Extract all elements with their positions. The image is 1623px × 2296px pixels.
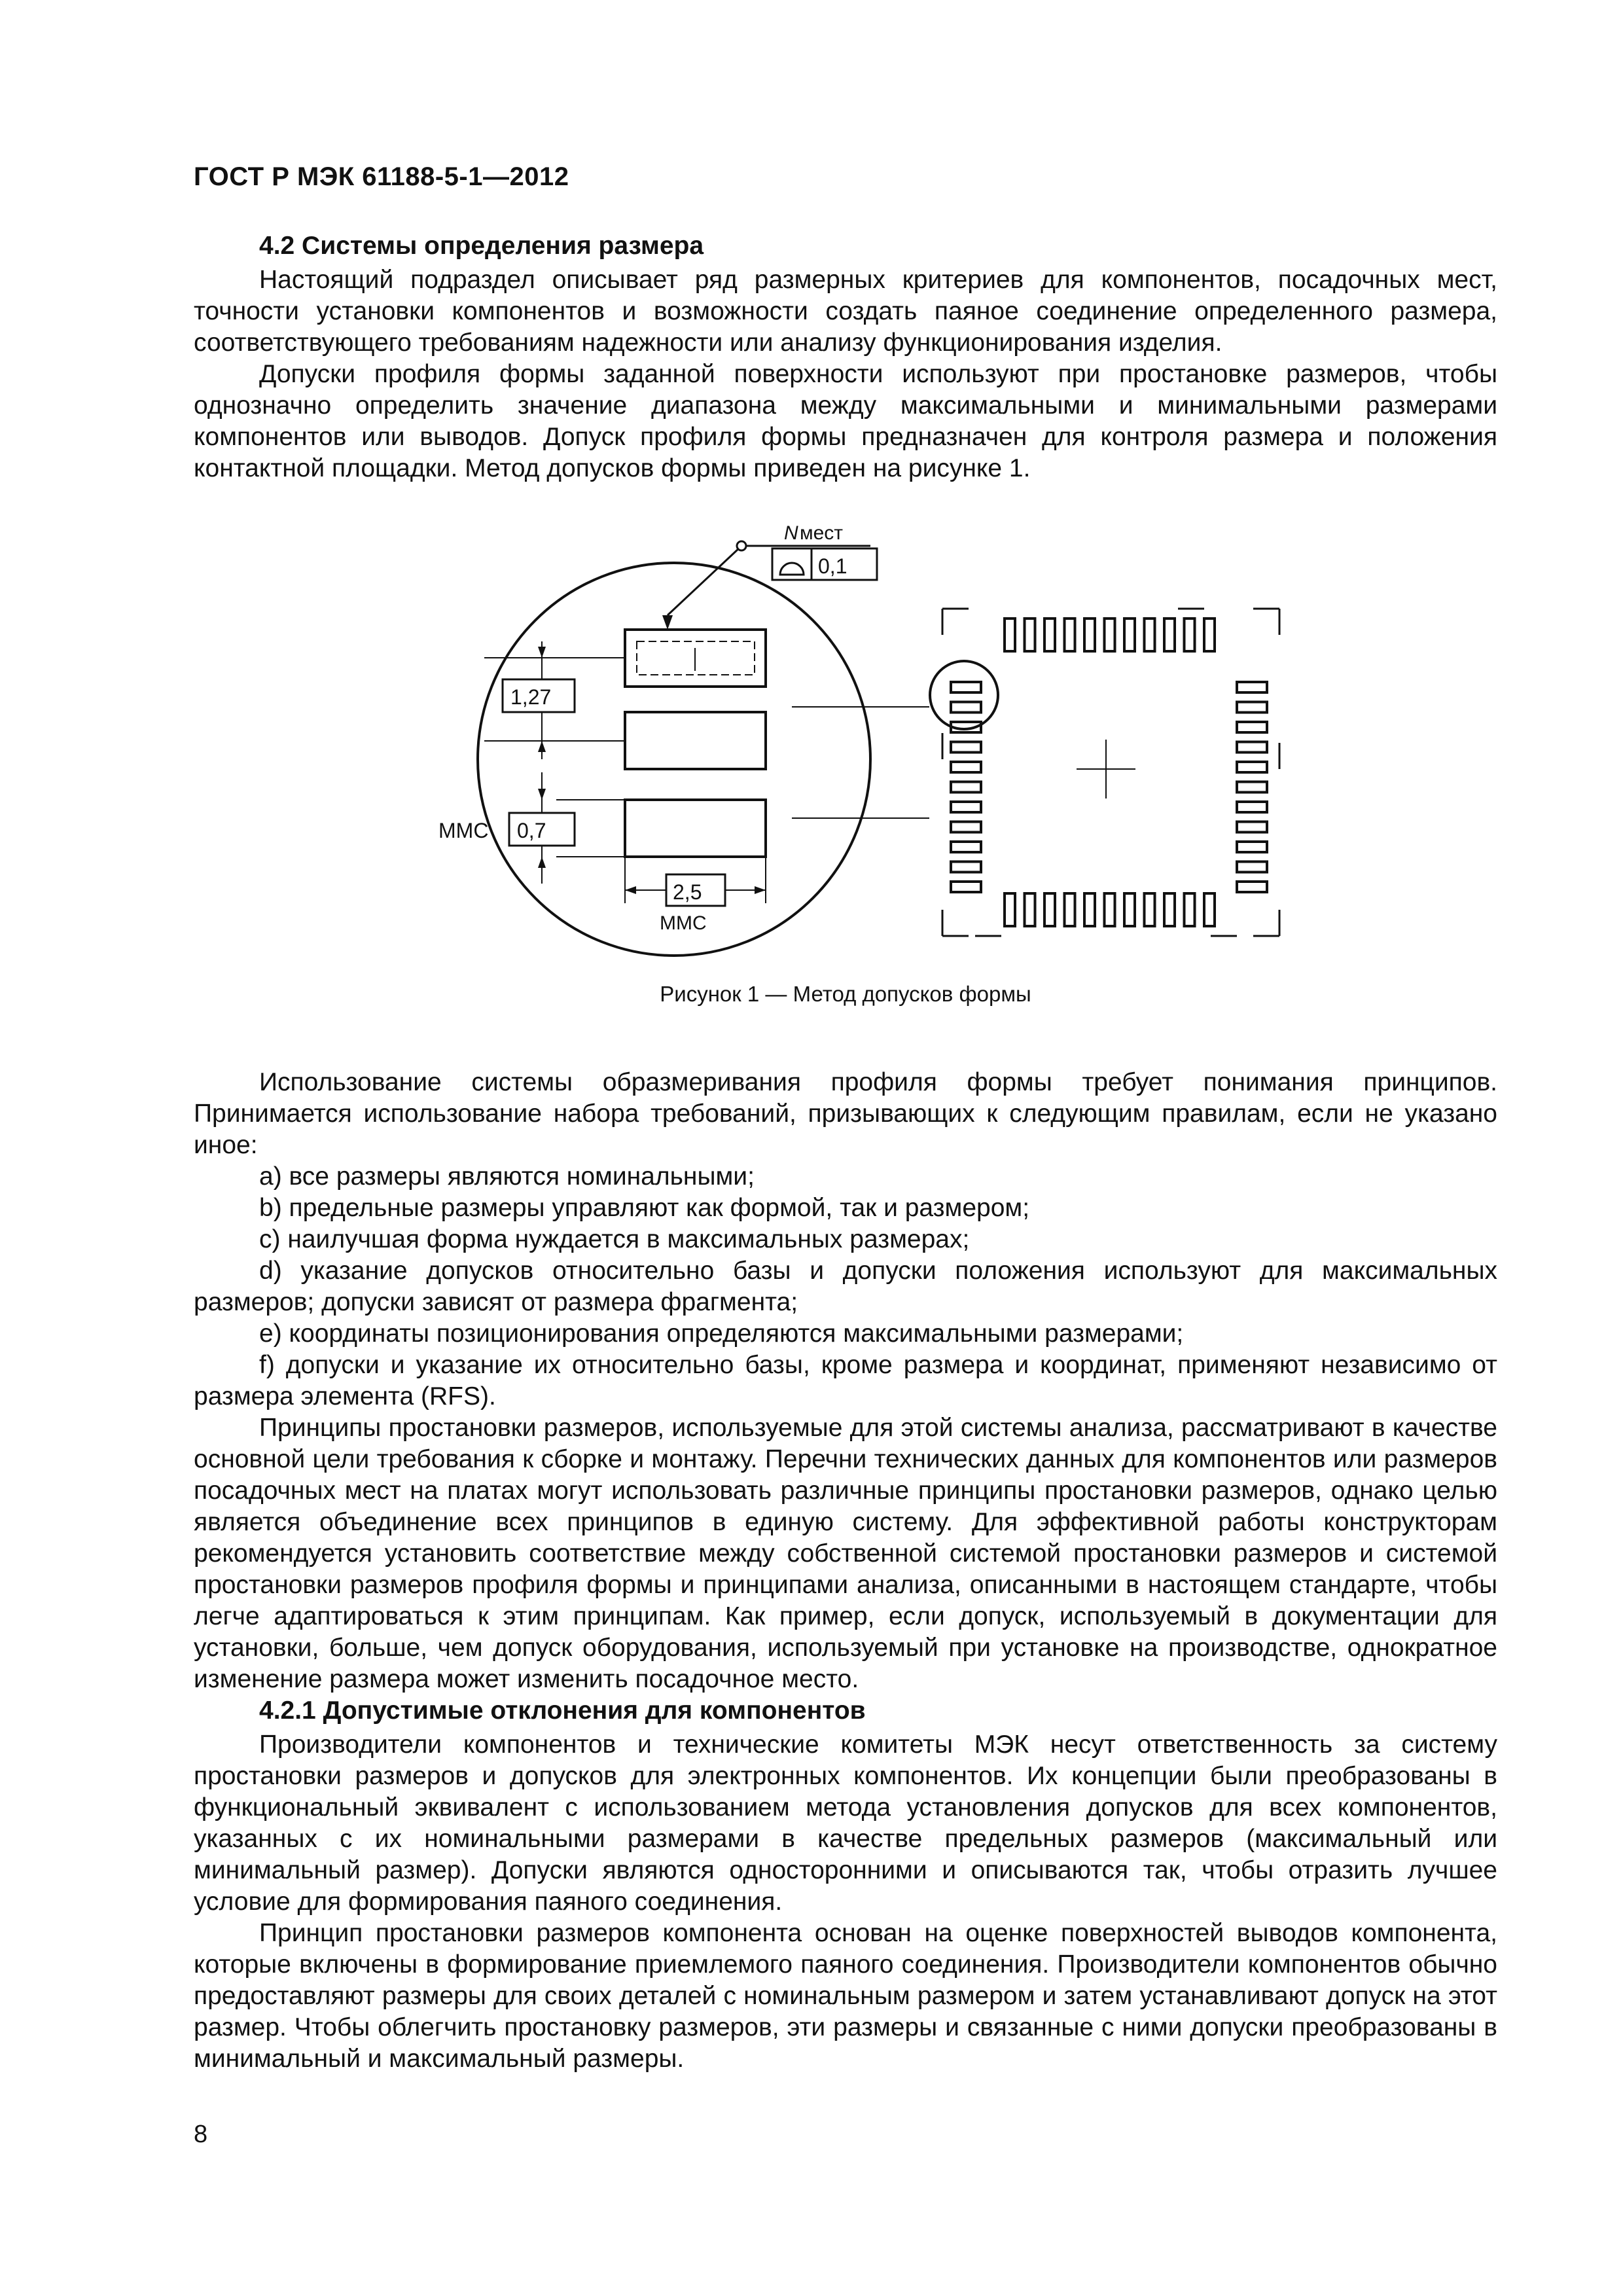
- figure-1: [425, 511, 1302, 982]
- component-pad: [951, 742, 981, 753]
- paragraph: Допуски профиля формы заданной поверхности используют при простановке размеров, чтобы однозначно определить значение диапазона между максимальными и минимальными размерами компонентов или выводов. Допуск профиля формы предназначен для контроля размера и положения контактной площадки. Метод допусков формы приведен на рисунке 1.: [194, 360, 1497, 482]
- component-pad: [1237, 862, 1267, 872]
- component-pad: [951, 762, 981, 772]
- width-value: 0,7: [517, 819, 546, 842]
- section-4-2: [194, 230, 1497, 484]
- component-pad: [1185, 893, 1195, 926]
- component-pad: [1164, 893, 1175, 926]
- component-pad: [951, 702, 981, 713]
- paragraph: Использование системы образмеривания профиля формы требует понимания принципов. Принимается использование набора требований, призывающих к следующим правилам, если не указано иное:: [194, 1068, 1497, 1159]
- component-pad: [1105, 893, 1115, 926]
- section-title: 4.2 Системы определения размера: [259, 232, 704, 260]
- component-pad: [1237, 882, 1267, 892]
- component-pad: [1237, 802, 1267, 812]
- component-pad: [1044, 893, 1055, 926]
- mmc-label-left: ММС: [438, 819, 489, 842]
- component-pad: [1237, 722, 1267, 732]
- component-pad: [1025, 893, 1035, 926]
- component-pad: [1005, 619, 1015, 651]
- component-pad: [1237, 702, 1267, 713]
- component-pad: [1237, 742, 1267, 753]
- component-pad: [1237, 762, 1267, 772]
- n-places-label: мест: [800, 522, 844, 544]
- component-pad: [1065, 893, 1075, 926]
- list-item: f) допуски и указание их относительно базы, кроме размера и координат, применяют независимо от размера элемента (RFS).: [194, 1351, 1497, 1410]
- list-item: c) наилучшая форма нуждается в максимальных размерах;: [259, 1225, 970, 1253]
- component-pad: [951, 682, 981, 692]
- paragraph: Настоящий подраздел описывает ряд размерных критериев для компонентов, посадочных мест, точности установки компонентов и возможности создать паяное соединение определенного размера, соответствующего требованиям надежности или анализу функционирования изделия.: [194, 266, 1497, 357]
- pad-rows: [951, 619, 1267, 926]
- component-pad: [1164, 619, 1175, 651]
- figure-drawing: [425, 511, 1302, 982]
- component-pad: [1185, 619, 1195, 651]
- paragraph: Производители компонентов и технические комитеты МЭК несут ответственность за систему простановки размеров и допусков для электронных компонентов. Их концепции были преобразованы в функциональный эквивалент с использованием метода установления допусков для всех компонентов, указанных с их номинальными размерами в качестве предельных размеров (максимальный или минимальный размер). Допуски являются односторонними и описываются так, чтобы отразить лучшее условие для формирования паяного соединения.: [194, 1731, 1497, 1916]
- component-pad: [1237, 822, 1267, 833]
- list-item: a) все размеры являются номинальными;: [259, 1162, 755, 1191]
- mmc-label-bottom: ММС: [660, 912, 707, 934]
- component-pad: [1005, 893, 1015, 926]
- component-pad: [1105, 619, 1115, 651]
- list-item: d) указание допусков относительно базы и допуски положения используют для максимальных размеров; допуски зависят от размера фрагмента;: [194, 1257, 1497, 1316]
- component-pad: [1204, 619, 1215, 651]
- page-number: 8: [194, 2121, 208, 2148]
- component-pad: [951, 862, 981, 872]
- after-figure-text: [194, 1067, 1497, 2075]
- component-pad: [1237, 782, 1267, 793]
- component-pad: [1084, 619, 1095, 651]
- component-pad: [1124, 893, 1135, 926]
- figure-caption: Рисунок 1 — Метод допусков формы: [660, 982, 1031, 1006]
- component-outline: [942, 609, 1279, 936]
- pitch-value: 1,27: [510, 685, 552, 709]
- component-pad: [951, 782, 981, 793]
- component-pad: [1145, 893, 1155, 926]
- section-title: 4.2.1 Допустимые отклонения для компонентов: [259, 1696, 866, 1725]
- detail-circle: [930, 661, 998, 729]
- pad-2: [625, 712, 766, 769]
- component-pad: [1237, 842, 1267, 852]
- component-pad: [951, 802, 981, 812]
- component-pad: [1145, 619, 1155, 651]
- paragraph: Принципы простановки размеров, используемые для этой системы анализа, рассматривают в качестве основной цели требования к сборке и монтажу. Перечни технических данных для компонентов или размеров посадочных мест на платах могут использовать различные принципы простановки размеров, однако целью является объединение всех принципов в единую систему. Для эффективной работы конструкторам рекомендуется установить соответствие между собственной системой простановки размеров и системой простановки размеров профиля формы и принципами анализа, описанными в настоящем стандарте, чтобы легче адаптироваться к этим принципам. Как пример, если допуск, используемый в документации для установки, больше, чем допуск оборудования, используемый при установке на производстве, однократное изменение размера может изменить посадочное место.: [194, 1414, 1497, 1693]
- list-item: e) координаты позиционирования определяются максимальными размерами;: [259, 1319, 1184, 1348]
- pad-3: [625, 800, 766, 857]
- component-pad: [1204, 893, 1215, 926]
- component-pad: [951, 882, 981, 892]
- component-pad: [1237, 682, 1267, 692]
- component-pad: [1124, 619, 1135, 651]
- component-pad: [1065, 619, 1075, 651]
- component-pad: [1084, 893, 1095, 926]
- length-value: 2,5: [673, 880, 702, 904]
- component-pad: [1044, 619, 1055, 651]
- component-pad: [1025, 619, 1035, 651]
- tolerance-value: 0,1: [818, 554, 847, 578]
- list-item: b) предельные размеры управляют как формой, так и размером;: [259, 1194, 1030, 1222]
- document-header: ГОСТ Р МЭК 61188-5-1—2012: [194, 162, 569, 191]
- paragraph: Принцип простановки размеров компонента основан на оценке поверхностей выводов компонента, которые включены в формирование приемлемого паяного соединения. Производители компонентов обычно предоставляют размеры для своих деталей с номинальным размером и затем устанавливают допуск на этот размер. Чтобы облегчить простановку размеров, эти размеры и связанные с ними допуски преобразованы в минимальный и максимальный размеры.: [194, 1919, 1497, 2073]
- component-pad: [951, 842, 981, 852]
- n-letter: N: [784, 522, 798, 544]
- component-pad: [951, 822, 981, 833]
